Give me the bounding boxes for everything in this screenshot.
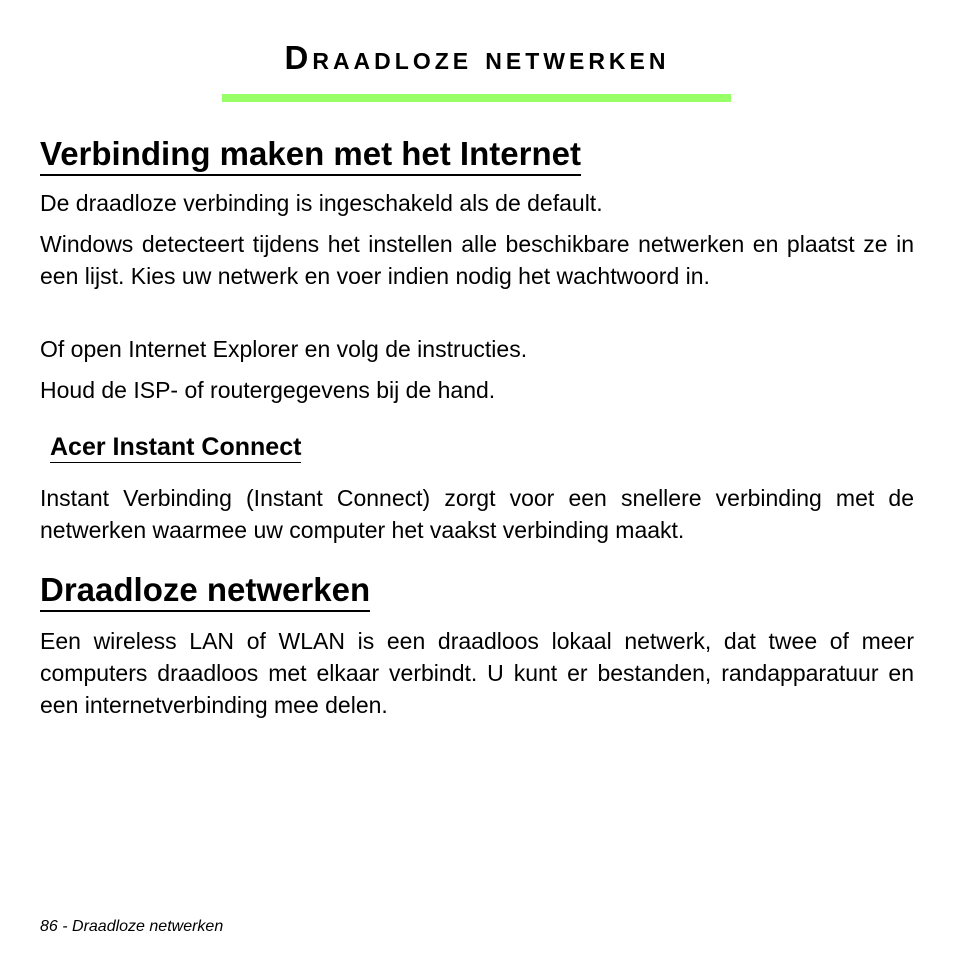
section-heading-verbinding: Verbinding maken met het Internet: [40, 134, 581, 176]
subsection-heading-acer-instant-connect: Acer Instant Connect: [50, 433, 302, 461]
paragraph-text: Een wireless LAN of WLAN is een draadloos lokaal netwerk, dat twee of meer computers draadloos met elkaar verbindt. U kunt er bestanden, randapparatuur en een internetverbinding mee delen.: [40, 628, 914, 718]
subsection-acer-instant-connect: [40, 432, 914, 463]
title-underline-bar: [222, 94, 731, 102]
chapter-title: Draadloze netwerken: [284, 39, 670, 76]
paragraph-3: [40, 333, 914, 365]
section-heading-draadloze-netwerken: Draadloze netwerken: [40, 570, 370, 612]
paragraph-2: [40, 228, 914, 292]
page-footer: 86 - Draadloze netwerken: [40, 918, 224, 935]
paragraph-text: Instant Verbinding (Instant Connect) zorgt voor een snellere verbinding met de netwerken waarmee uw computer het vaakst verbinding maakt.: [40, 485, 914, 543]
paragraph-text: De draadloze verbinding is ingeschakeld als de default.: [40, 190, 603, 216]
paragraph-6: [40, 625, 914, 721]
paragraph-text: Windows detecteert tijdens het instellen alle beschikbare netwerken en plaatst ze in een lijst. Kies uw netwerk en voer indien nodig het wachtwoord in.: [40, 231, 914, 289]
paragraph-5: [40, 482, 914, 546]
section-draadloze-netwerken: [40, 570, 914, 612]
section-verbinding: [40, 134, 914, 176]
paragraph-text: Of open Internet Explorer en volg de instructies.: [40, 336, 528, 362]
paragraph-1: [40, 187, 914, 219]
paragraph-text: Houd de ISP- of routergegevens bij de hand.: [40, 377, 496, 403]
paragraph-4: [40, 374, 914, 406]
